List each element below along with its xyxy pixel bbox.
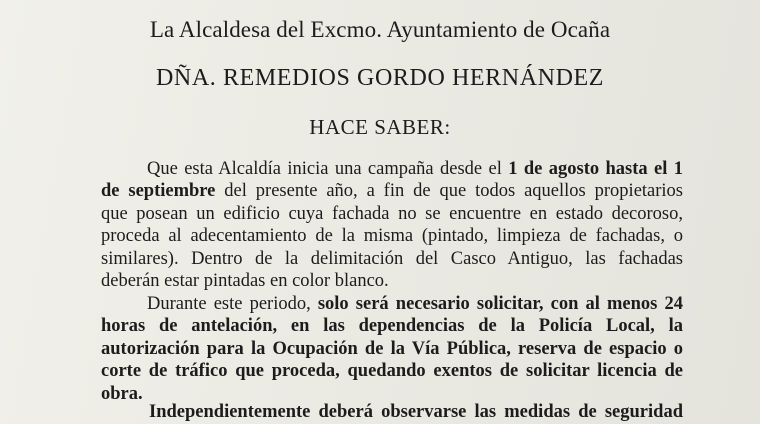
end-date: de septiembre	[101, 181, 216, 202]
paragraph-procedure	[101, 293, 683, 405]
paragraph-line: corte de tráfico que proceda, quedando exentos de solicitar licencia de	[101, 361, 683, 382]
paragraph-line: que posean un edificio cuya fachada no se encuentre en estado decoroso,	[101, 203, 683, 224]
paragraph-safety	[101, 401, 683, 423]
mayor-name: DÑA. REMEDIOS GORDO HERNÁNDEZ	[155, 65, 605, 91]
paragraph-line: similares). Dentro de la delimitación del Casco Antiguo, las fachadas	[101, 248, 683, 269]
paragraph-line: Independientemente deberá observarse las medidas de seguridad	[149, 402, 683, 422]
paragraph-line: Durante este periodo, solo será necesario solicitar, con al menos 24	[147, 294, 683, 314]
paragraph-line: obra.	[101, 383, 143, 404]
paragraph-campaign	[101, 158, 683, 292]
paragraph-line: autorización para la Ocupación de la Vía Pública, reserva de espacio o	[101, 338, 683, 359]
paragraph-line: de septiembre del presente año, a fin de que todos aquellos propietarios	[101, 181, 684, 202]
paragraph-line: deberán estar pintadas en color blanco.	[101, 270, 389, 291]
issuer-title: La Alcaldesa del Excmo. Ayuntamiento de Ocaña	[149, 17, 611, 42]
announcement-heading: HACE SABER:	[309, 115, 451, 139]
start-date: 1 de agosto hasta el 1	[508, 159, 683, 179]
paragraph-line: proceda al adecentamiento de la misma (pintado, limpieza de fachadas, o	[101, 226, 683, 247]
paragraph-line: horas de antelación, en las dependencias de la Policía Local, la	[101, 316, 683, 337]
paragraph-line: Que esta Alcaldía inicia una campaña desde el 1 de agosto hasta el 1	[147, 159, 683, 179]
